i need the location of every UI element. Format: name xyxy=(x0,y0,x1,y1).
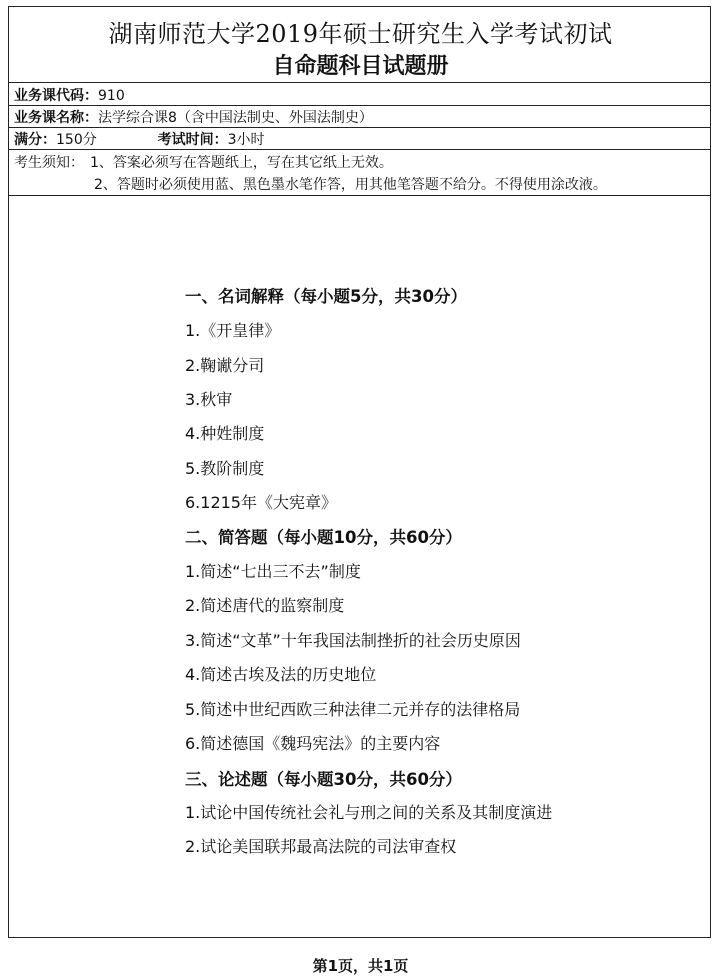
question-item: 2.简述唐代的监察制度 xyxy=(185,596,345,615)
notice-item-1: 1、答案必须写在答题纸上，写在其它纸上无效。 xyxy=(90,155,393,171)
divider xyxy=(8,149,711,150)
course-code-value: 910 xyxy=(98,88,125,104)
score-value: 150分 xyxy=(56,132,97,148)
question-item: 4.简述古埃及法的历史地位 xyxy=(185,665,377,684)
question-item: 2.鞠谳分司 xyxy=(185,356,265,375)
score-time-row xyxy=(14,129,265,149)
question-item: 6.简述德国《魏玛宪法》的主要内容 xyxy=(185,734,441,753)
course-name-row xyxy=(14,107,373,127)
question-item: 1.《开皇律》 xyxy=(185,321,281,340)
section-heading: 三、论述题（每小题30分，共60分） xyxy=(185,770,462,789)
question-item: 3.简述“文革”十年我国法制挫折的社会历史原因 xyxy=(185,631,521,650)
score-label: 满分： xyxy=(14,132,56,148)
page-number: 第1页，共1页 xyxy=(312,957,409,975)
divider xyxy=(8,82,711,83)
course-code-label: 业务课代码： xyxy=(14,88,98,104)
course-name-value: 法学综合课8（含中国法制史、外国法制史） xyxy=(98,110,373,126)
course-code-row xyxy=(14,85,125,105)
question-item: 2.试论美国联邦最高法院的司法审查权 xyxy=(185,837,457,856)
question-item: 5.简述中世纪西欧三种法律二元并存的法律格局 xyxy=(185,700,521,719)
question-item: 1.简述“七出三不去”制度 xyxy=(185,562,361,581)
question-item: 1.试论中国传统社会礼与刑之间的关系及其制度演进 xyxy=(185,803,553,822)
question-item: 3.秋审 xyxy=(185,390,233,409)
divider xyxy=(8,127,711,128)
divider xyxy=(8,195,711,196)
exam-title: 湖南师范大学2019年硕士研究生入学考试初试 xyxy=(108,20,613,48)
question-item: 6.1215年《大宪章》 xyxy=(185,493,337,512)
time-label: 考试时间： xyxy=(157,132,228,148)
question-item: 4.种姓制度 xyxy=(185,424,265,443)
notice-label: 考生须知： xyxy=(14,155,84,171)
divider xyxy=(8,105,711,106)
notice-item-2: 2、答题时必须使用蓝、黑色墨水笔作答，用其他笔答题不给分。不得使用涂改液。 xyxy=(94,177,607,193)
section-heading: 一、名词解释（每小题5分，共30分） xyxy=(185,287,467,306)
section-heading: 二、简答题（每小题10分，共60分） xyxy=(185,528,462,547)
question-item: 5.教阶制度 xyxy=(185,459,265,478)
time-value: 3小时 xyxy=(227,132,265,148)
exam-subtitle: 自命题科目试题册 xyxy=(272,54,449,79)
course-name-label: 业务课名称： xyxy=(14,110,98,126)
